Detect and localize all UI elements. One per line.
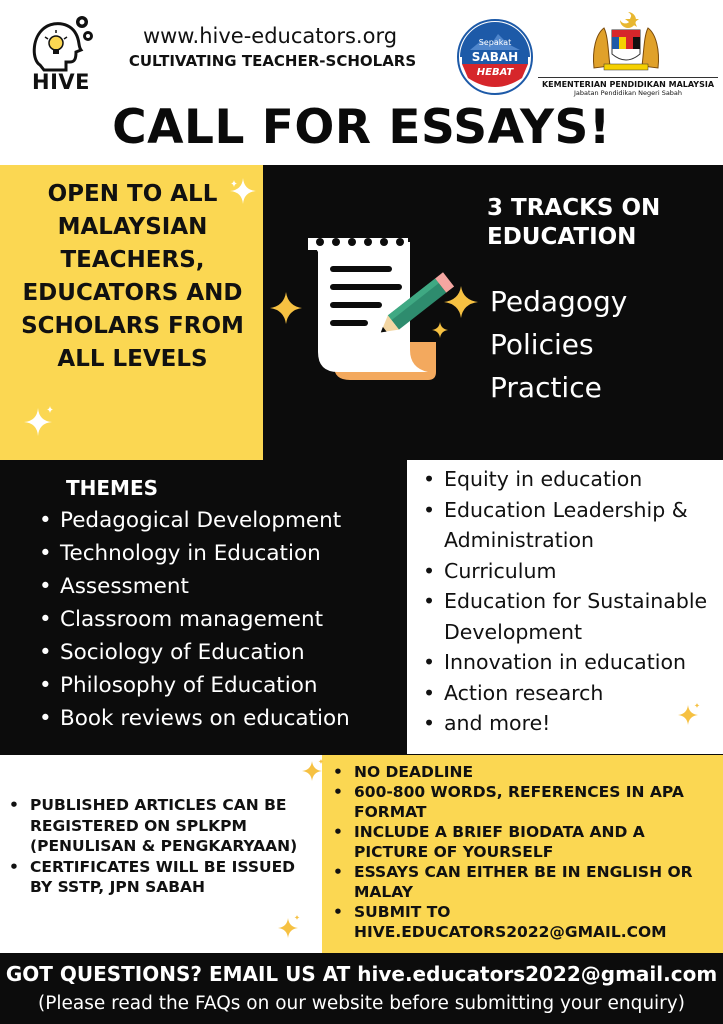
list-item: • NO DEADLINE: [333, 763, 474, 781]
list-item: • Assessment: [39, 574, 189, 599]
tagline: CULTIVATING TEACHER-SCHOLARS: [128, 52, 417, 70]
footer-note: (Please read the FAQs on our website before submitting your enquiry): [38, 993, 685, 1014]
themes-list-left: [36, 504, 396, 735]
list-item: • Curriculum: [423, 558, 557, 583]
list-item: • Philosophy of Education: [39, 673, 318, 698]
list-item: • Pedagogical Development: [39, 508, 342, 533]
sabah-logo-bottom: HEBAT: [476, 67, 514, 78]
website-url[interactable]: www.hive-educators.org: [142, 24, 398, 48]
list-item: • Education Leadership & Administration: [423, 497, 688, 552]
ministry-name: KEMENTERIAN PENDIDIKAN MALAYSIA: [538, 77, 718, 89]
list-item: • SUBMIT TO HIVE.EDUCATORS2022@GMAIL.COM: [333, 903, 667, 941]
list-item: • PUBLISHED ARTICLES CAN BE REGISTERED ON SPLKPM (PENULISAN & PENGKARYAAN): [9, 796, 298, 855]
themes-heading: THEMES: [66, 476, 159, 500]
page-title: CALL FOR ESSAYS!: [112, 100, 611, 155]
list-item: • and more!: [423, 711, 551, 735]
sabah-logo-middle: SABAH: [471, 50, 519, 64]
list-item: • ESSAYS CAN EITHER BE IN ENGLISH OR MALAY: [333, 863, 693, 901]
list-item: • Innovation in education: [423, 650, 686, 674]
eligibility-text: OPEN TO ALL MALAYSIAN TEACHERS, EDUCATORS AND SCHOLARS FROM ALL LEVELS: [21, 181, 244, 372]
notepad-pencil-icon: [268, 232, 484, 382]
ministry-sub: Jabatan Pendidikan Negeri Sabah: [573, 89, 683, 97]
sparkle-icon: [228, 176, 258, 206]
list-item: • CERTIFICATES WILL BE ISSUED BY SSTP, JPN SABAH: [9, 857, 296, 896]
list-item: • Education for Sustainable Development: [423, 589, 708, 644]
themes-list-right: [420, 464, 720, 739]
tracks-list: [490, 280, 710, 409]
info-list-left: [6, 795, 318, 898]
list-item: • Technology in Education: [39, 541, 321, 566]
list-item: • INCLUDE A BRIEF BIODATA AND A PICTURE OF YOURSELF: [333, 823, 645, 861]
malaysia-crest-icon: [590, 10, 662, 72]
tracks-heading: 3 TRACKS ON EDUCATION: [487, 195, 661, 250]
list-item: • Equity in education: [423, 467, 643, 491]
sparkle-icon: [276, 914, 302, 940]
logo-text: HIVE: [32, 70, 90, 94]
sabah-logo-top: Sepakat: [478, 38, 512, 47]
list-item: • Action research: [423, 680, 604, 705]
footer-contact[interactable]: GOT QUESTIONS? EMAIL US AT hive.educators2022@gmail.com: [5, 962, 718, 986]
list-item: • Book reviews on education: [39, 706, 350, 731]
track-item: Practice: [490, 371, 602, 404]
sparkle-icon: [24, 404, 56, 438]
sabah-hebat-logo-icon: [456, 18, 534, 96]
track-item: Pedagogy: [490, 285, 628, 318]
info-list-right: [330, 762, 720, 942]
list-item: • 600-800 WORDS, REFERENCES IN APA FORMAT: [333, 783, 684, 821]
list-item: • Sociology of Education: [39, 640, 305, 665]
list-item: • Classroom management: [39, 607, 324, 632]
sparkle-icon: [676, 702, 702, 726]
track-item: Policies: [490, 328, 594, 361]
sparkle-icon: [300, 758, 326, 782]
